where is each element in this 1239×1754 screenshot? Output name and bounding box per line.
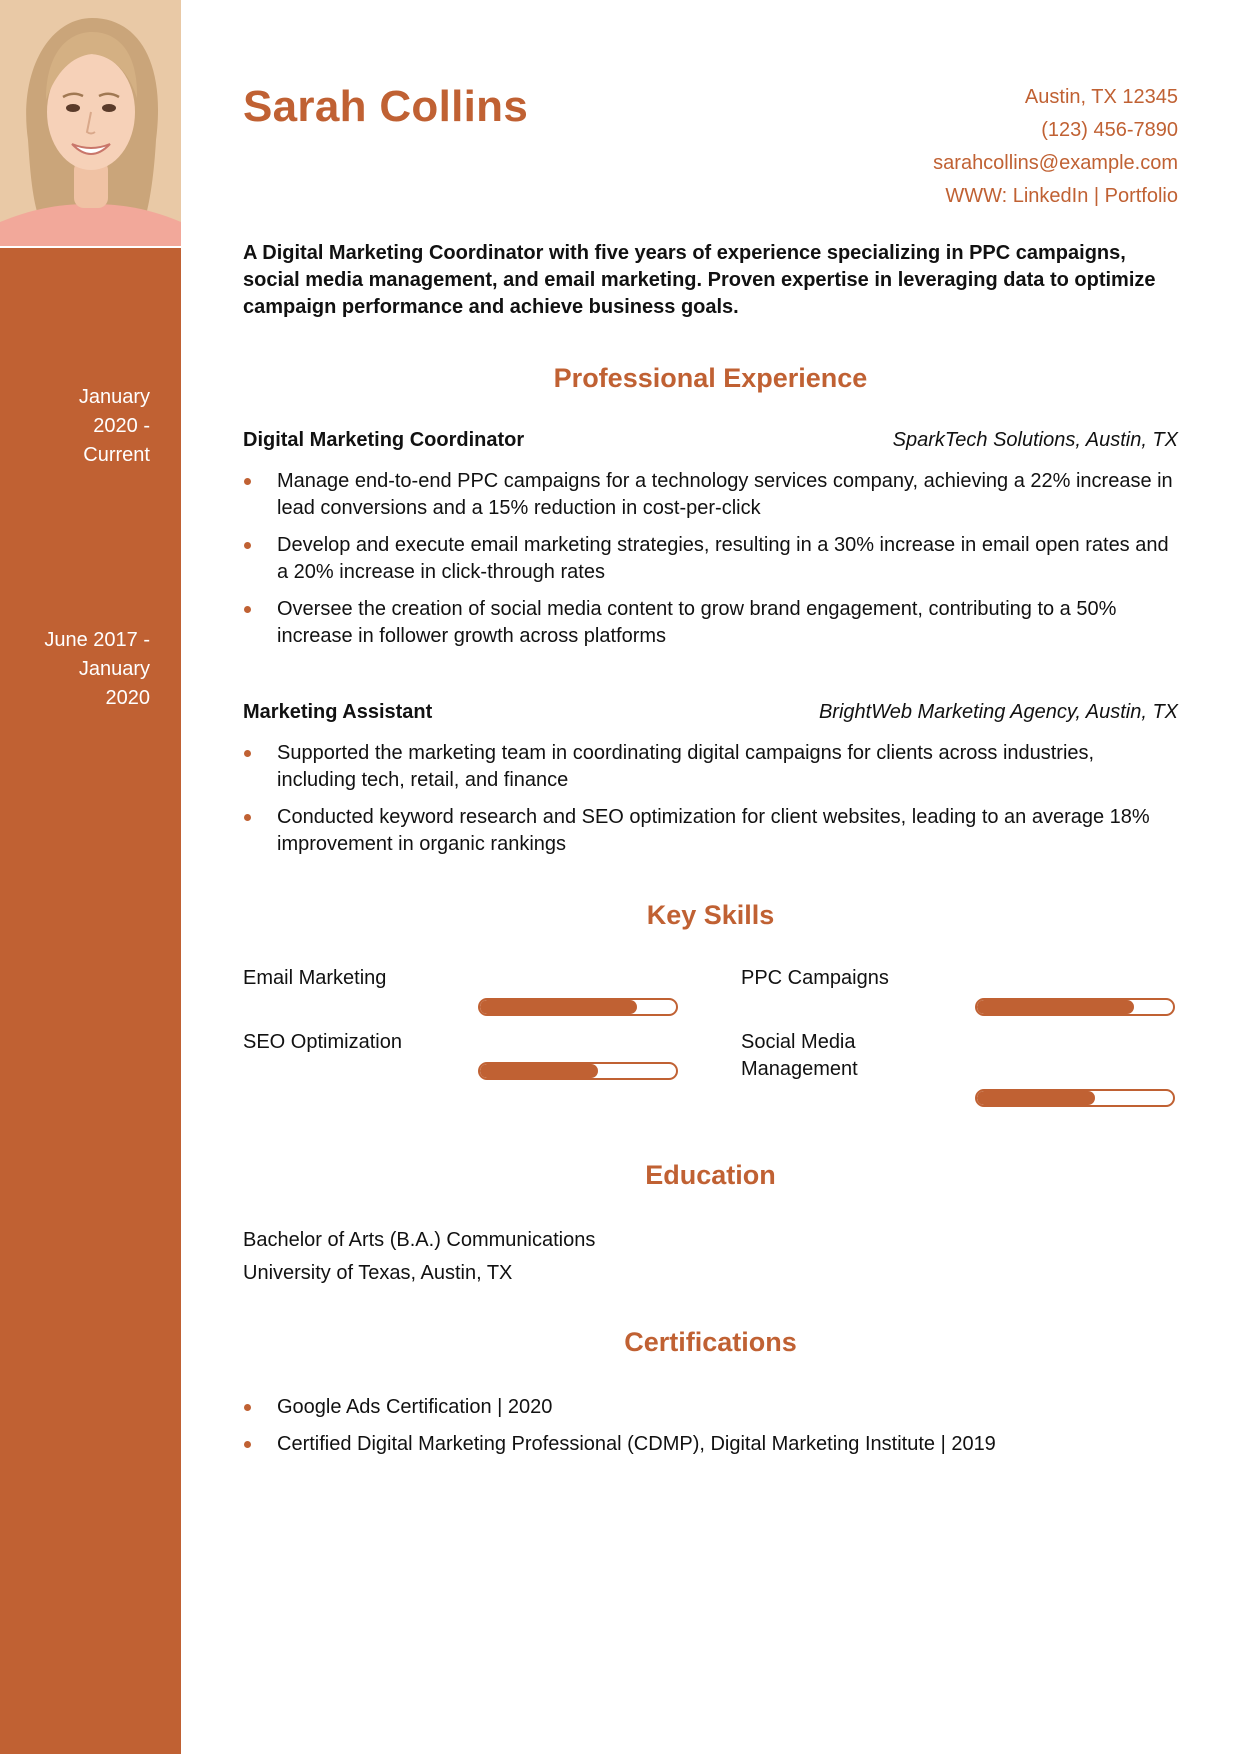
skill-bar-fill (480, 1064, 598, 1078)
contact-phone[interactable]: (123) 456-7890 (1041, 119, 1178, 141)
section-title-skills: Key Skills (646, 900, 775, 930)
skill-label: Social Media Management (741, 1031, 858, 1080)
sidebar (0, 0, 181, 1754)
section-title-education: Education (645, 1160, 776, 1190)
list-item: Develop and execute email marketing strategies, resulting in a 30% increase in email open rates and a 20% increase in click-through rates (243, 532, 1178, 586)
skill-bar-fill (977, 1091, 1095, 1105)
job-1-title: Digital Marketing Coordinator (243, 429, 525, 451)
job-1-company: SparkTech Solutions, Austin, TX (892, 429, 1178, 451)
education-school: University of Texas, Austin, TX (243, 1262, 513, 1284)
job-2-dates (20, 626, 150, 713)
section-title-experience: Professional Experience (553, 363, 868, 393)
contact-links[interactable]: WWW: LinkedIn | Portfolio (945, 185, 1178, 207)
date-line: 2020 (105, 687, 150, 709)
date-line: January (78, 386, 150, 408)
certifications-list (243, 1394, 1178, 1468)
profile-photo (0, 0, 181, 248)
job-1-dates (20, 383, 150, 470)
skill-bar (478, 998, 678, 1016)
job-2-bullets (243, 740, 1178, 868)
list-item: Supported the marketing team in coordinating digital campaigns for clients across industries, including tech, retail, and finance (243, 740, 1178, 794)
list-item: Oversee the creation of social media content to grow brand engagement, contributing to a 50% increase in follower growth across platforms (243, 596, 1178, 650)
skill-bar (975, 1089, 1175, 1107)
job-2-title: Marketing Assistant (243, 701, 433, 723)
skill-label: Email Marketing (243, 967, 387, 989)
date-line: January (78, 658, 150, 680)
job-1-bullets (243, 468, 1178, 660)
candidate-name: Sarah Collins (243, 82, 529, 131)
contact-location: Austin, TX 12345 (1024, 86, 1178, 108)
skill-bar-fill (977, 1000, 1134, 1014)
professional-summary: A Digital Marketing Coordinator with five years of experience specializing in PPC campaigns, social media management, and email marketing. Proven expertise in leveraging data to optimize campaign performance and achieve business goals. (243, 242, 1156, 318)
date-line: Current (83, 444, 150, 466)
contact-info (933, 81, 1178, 213)
job-2-company: BrightWeb Marketing Agency, Austin, TX (818, 701, 1178, 723)
list-item: Manage end-to-end PPC campaigns for a technology services company, achieving a 22% increase in lead conversions and a 15% reduction in cost-per-click (243, 468, 1178, 522)
skill-label: SEO Optimization (243, 1031, 402, 1053)
education-details (243, 1224, 595, 1290)
list-item: Google Ads Certification | 2020 (243, 1394, 1178, 1421)
list-item: Certified Digital Marketing Professional (CDMP), Digital Marketing Institute | 2019 (243, 1431, 1178, 1458)
education-degree: Bachelor of Arts (B.A.) Communications (243, 1229, 596, 1251)
skill-bar (478, 1062, 678, 1080)
skill-bar (975, 998, 1175, 1016)
skill-bar-fill (480, 1000, 637, 1014)
contact-email[interactable]: sarahcollins@example.com (933, 152, 1178, 174)
date-line: 2020 - (93, 415, 150, 437)
date-line: June 2017 - (44, 629, 150, 651)
list-item: Conducted keyword research and SEO optimization for client websites, leading to an average 18% improvement in organic rankings (243, 804, 1178, 858)
skill-label: PPC Campaigns (741, 967, 889, 989)
section-title-certifications: Certifications (624, 1327, 797, 1357)
